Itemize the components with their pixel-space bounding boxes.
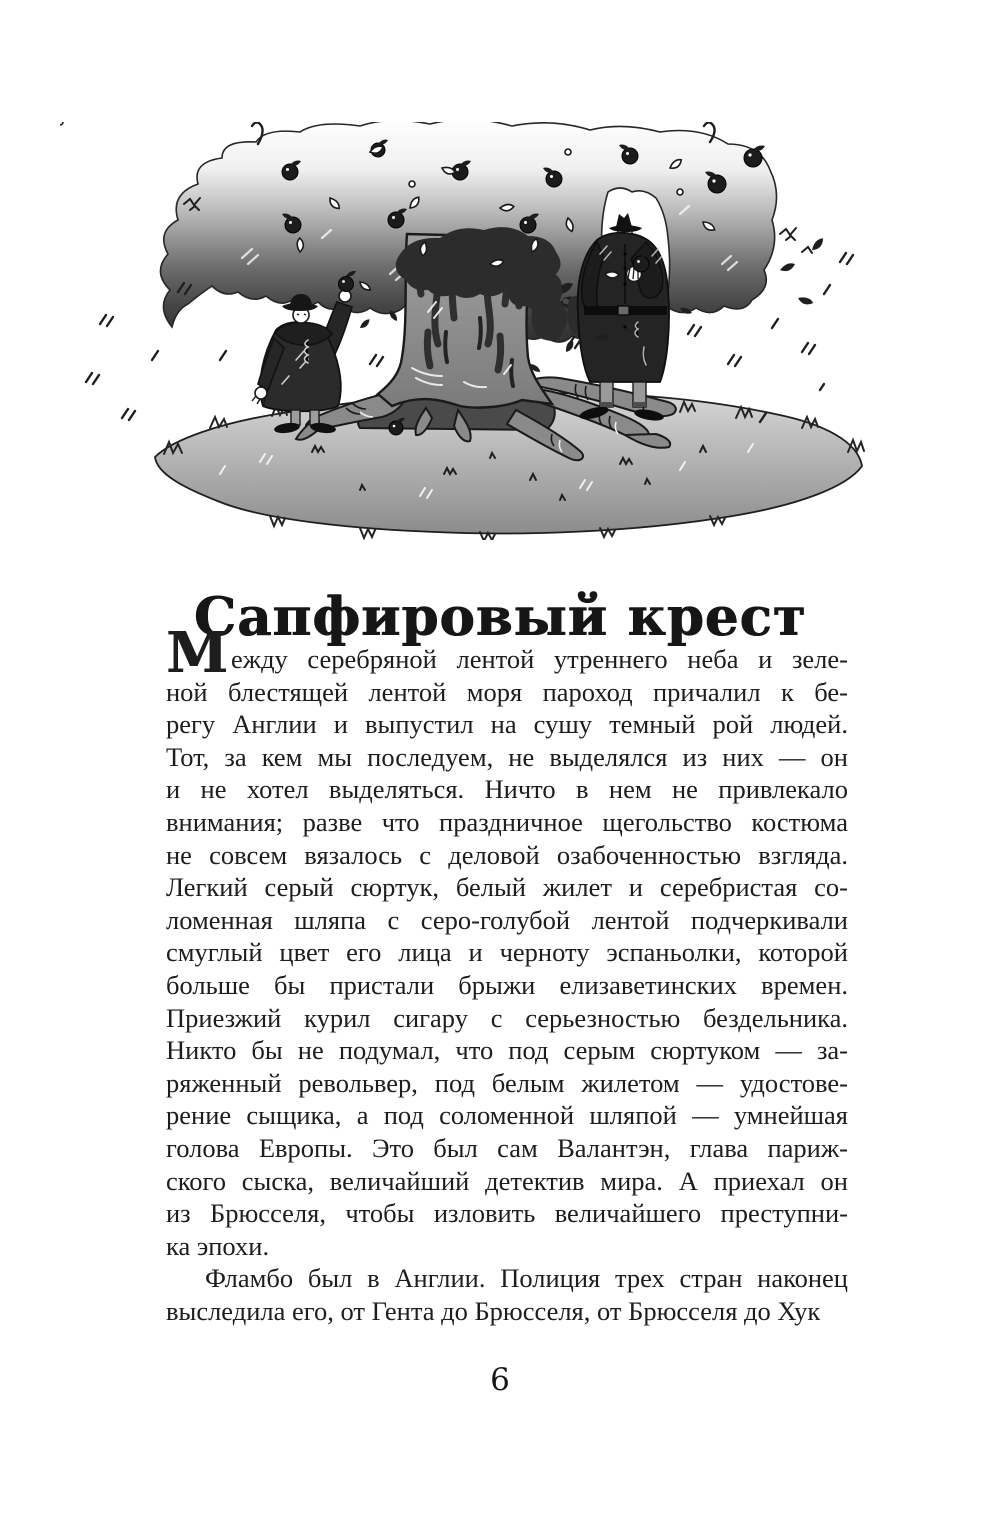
body-text (166, 620, 848, 1327)
body-text-first-line (166, 620, 848, 686)
body-text-line: ка эпохи. (166, 1230, 270, 1261)
body-text-line: ряженный револьвер, под белым жилетом — удостове- (166, 1067, 848, 1098)
body-text-line: внимания; разве что праздничное щегольство костюма (166, 806, 848, 837)
page-number: 6 (490, 1362, 510, 1398)
priest-left-hand (255, 387, 267, 399)
chapter-illustration (60, 122, 880, 540)
body-text-line: Приезжий курил сигару с серьезностью бездельника. (166, 1002, 848, 1033)
body-text-line: ломенная шляпа с серо-голубой лентой подчеркивали (166, 904, 848, 935)
body-text-line: Фламбо был в Англии. Полиция трех стран наконец (205, 1263, 848, 1294)
body-text-line: из Брюсселя, чтобы изловить величайшего преступни- (166, 1198, 848, 1229)
body-text-line: Тот, за кем мы последуем, не выделялся из них — он (166, 741, 848, 772)
body-text-line: ского сыска, величайший детектив мира. А приехал он (166, 1165, 848, 1196)
body-text-line: и не хотел выделяться. Ничто в нем не привлекало (166, 774, 848, 805)
body-text-line: регу Англии и выпустил на сушу темный рой людей. (166, 709, 848, 740)
body-text-line: выследила его, от Гента до Брюсселя, от Брюсселя до Хук (166, 1295, 821, 1326)
chapter-title: Сапфировый крест (193, 585, 807, 648)
body-text-line: больше бы пристали брыжи елизаветинских времен. (166, 969, 848, 1000)
body-text-line: не совсем вязалось с деловой озабоченностью взгляда. (166, 839, 848, 870)
drop-cap: М (166, 620, 229, 686)
body-text-line: рение сыщика, а под соломенной шляпой — умнейшая (166, 1100, 848, 1131)
body-text-line: голова Европы. Это был сам Валантэн, глава париж- (166, 1132, 848, 1163)
body-text-line: ежду серебряной лентой утреннего неба и зеле- (231, 644, 848, 674)
body-text-line: Легкий серый сюртук, белый жилет и серебристая со- (166, 872, 848, 903)
body-text-line: ной блестящей лентой моря пароход причалил к бе- (166, 676, 848, 707)
body-text-line: Никто бы не подумал, что под серым сюртуком — за- (166, 1035, 848, 1066)
body-text-lines (166, 676, 848, 1328)
body-text-line: смуглый цвет его лица и черноту эспаньолки, которой (166, 937, 848, 968)
